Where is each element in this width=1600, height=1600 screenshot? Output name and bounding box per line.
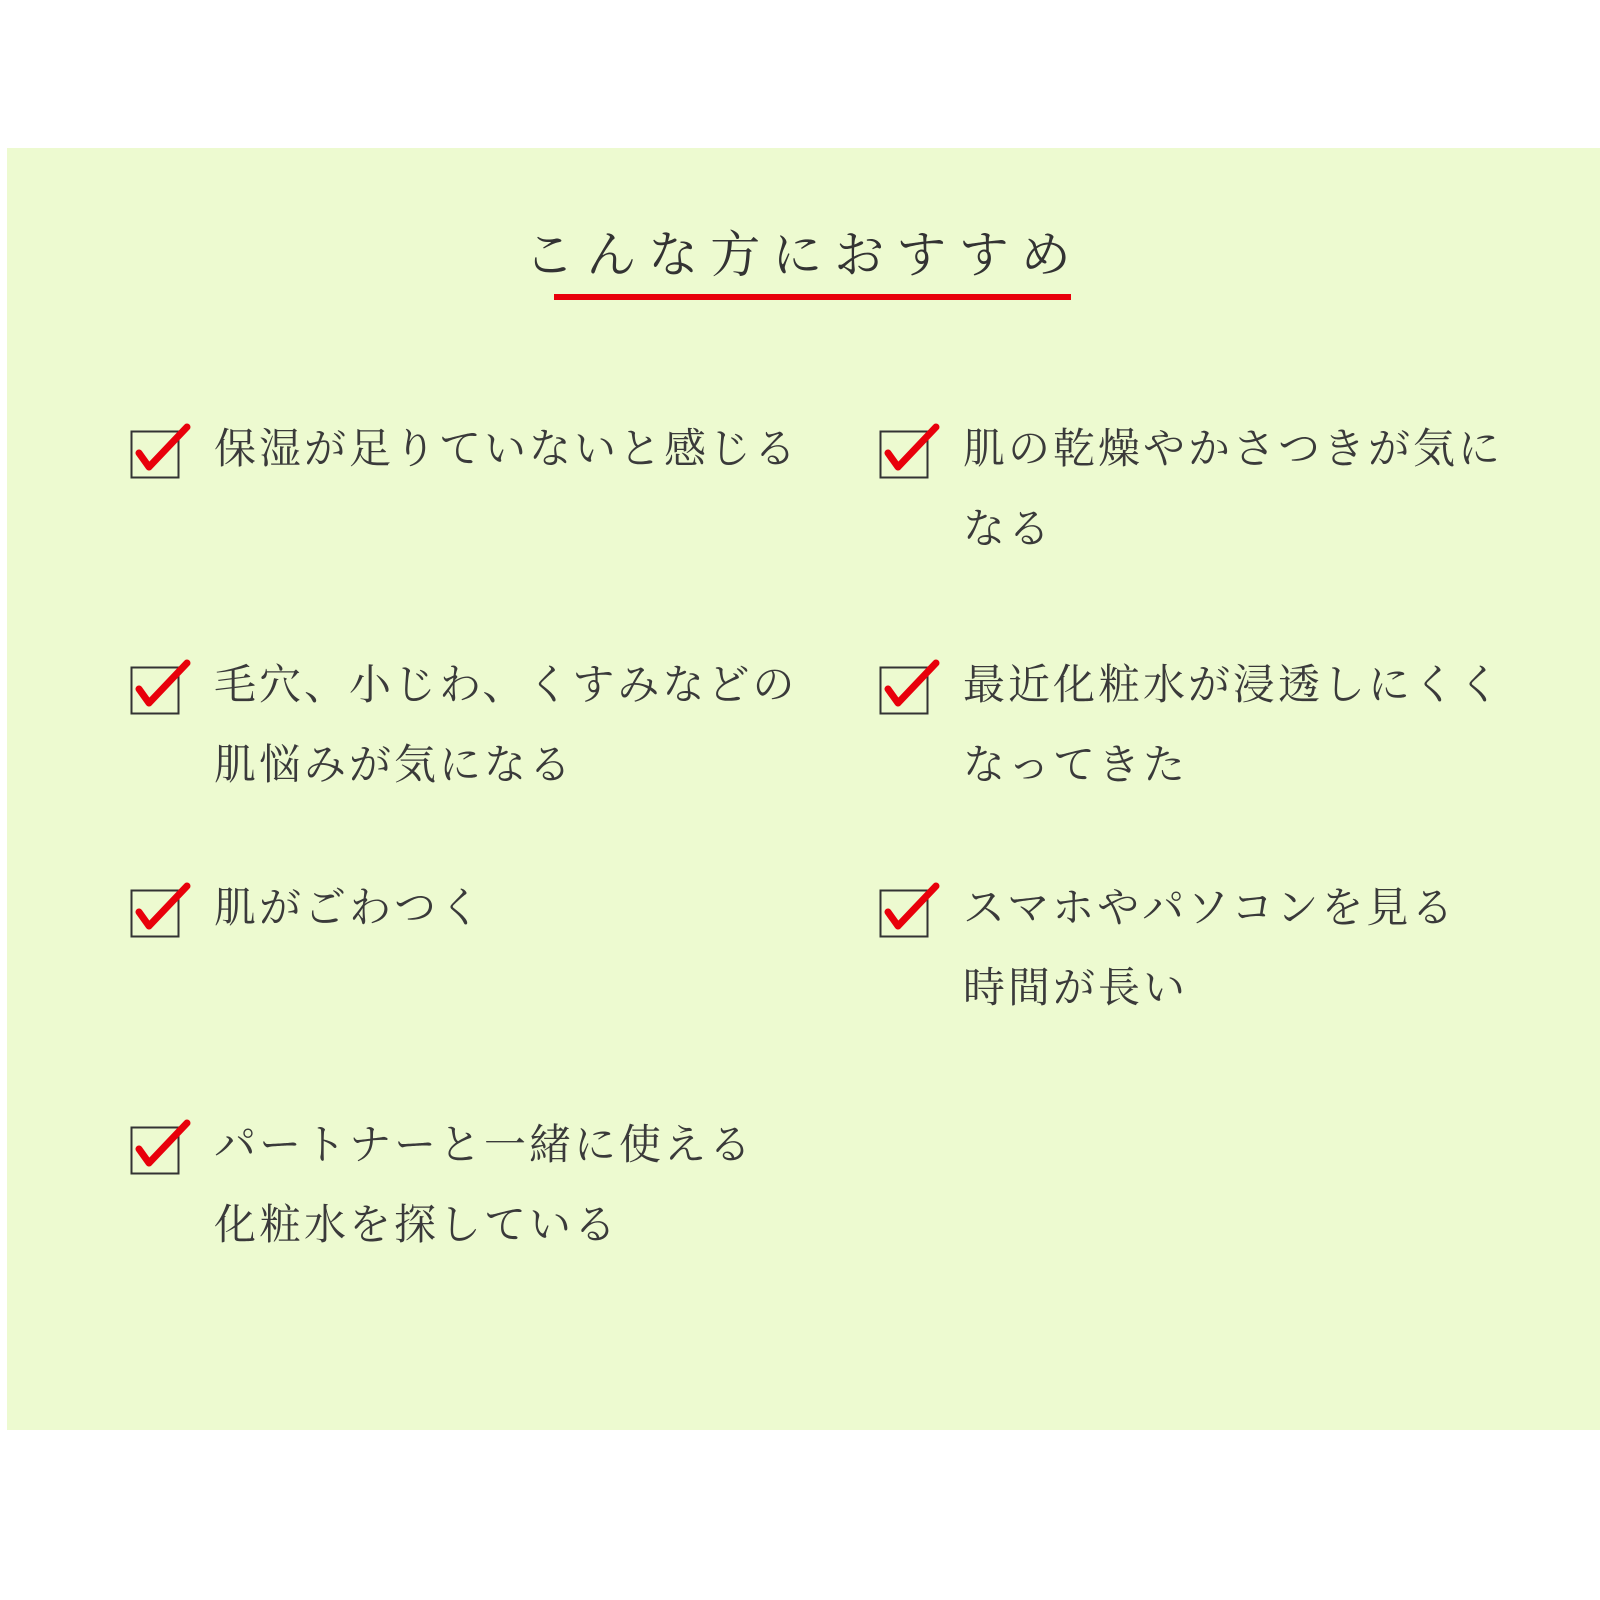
checkbox-checked-icon xyxy=(130,659,190,715)
recommendation-section xyxy=(7,148,1600,1430)
checkbox-checked-icon xyxy=(879,659,939,715)
checklist-item xyxy=(879,657,1563,805)
checkbox-checked-icon xyxy=(130,882,190,938)
checklist-item-text: 肌がごわつく xyxy=(214,883,485,932)
checkbox-checked-icon xyxy=(879,423,939,479)
checklist-item xyxy=(130,657,834,805)
checklist-item-text: スマホやパソコンを見る 時間が長い xyxy=(963,883,1457,1012)
heading-underline xyxy=(554,294,1071,300)
checklist-item xyxy=(130,421,834,489)
checklist-item-text: 肌の乾燥やかさつきが気に なる xyxy=(963,424,1504,553)
checklist-item xyxy=(130,1117,834,1265)
checklist-item xyxy=(130,880,834,948)
checkbox-checked-icon xyxy=(130,1119,190,1175)
checklist-item xyxy=(879,421,1563,569)
section-heading: こんな方におすすめ xyxy=(524,226,1083,284)
checkbox-checked-icon xyxy=(879,882,939,938)
checklist-item-text: 毛穴、小じわ、くすみなどの 肌悩みが気になる xyxy=(214,660,798,789)
checkbox-checked-icon xyxy=(130,423,190,479)
checklist-item-text: 保湿が足りていないと感じる xyxy=(214,424,800,473)
checklist-item-text: 最近化粧水が浸透しにくく なってきた xyxy=(963,660,1504,789)
checklist-item-text: パートナーと一緒に使える 化粧水を探している xyxy=(214,1120,755,1249)
checklist-item xyxy=(879,880,1563,1028)
